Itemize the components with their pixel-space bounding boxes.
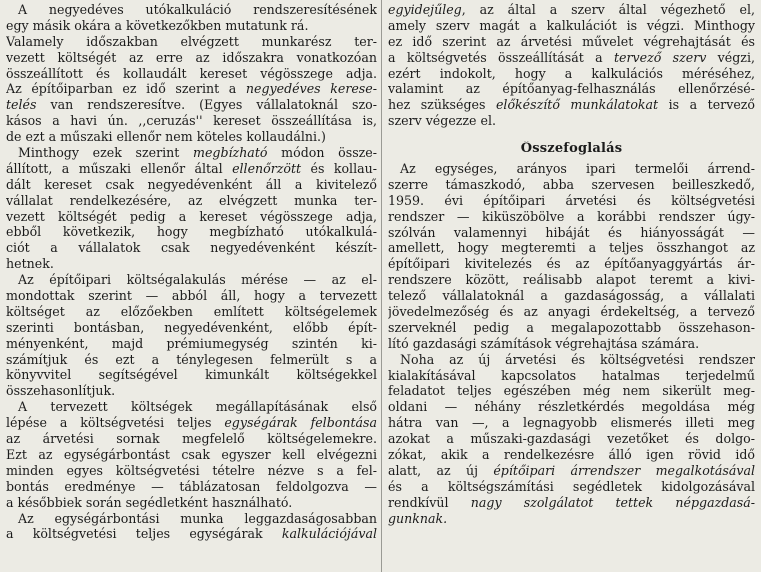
text-line <box>6 193 377 209</box>
italic-text: megbízható <box>193 145 268 161</box>
text-run: Ezt az egységárbontást csak egyszer kell elvégezni <box>6 446 377 462</box>
text-run: ebből következik, hogy megbízható utókalkulá- <box>6 224 377 240</box>
text-run: rendkívül <box>388 494 471 510</box>
text-run: kásos a havi ún. ,,ceruzás'' kereset összeállítása is, <box>6 113 377 129</box>
italic-text: nagy szolgálatot tettek népgazdasá- <box>470 494 755 510</box>
text-line <box>6 304 377 320</box>
text-run: de ezt a műszaki ellenőr nem köteles kollaudálni.) <box>6 129 326 145</box>
text-line <box>388 81 755 97</box>
text-run: Az építőiparban ez idő szerint a <box>6 81 246 97</box>
text-line <box>6 336 377 352</box>
text-run: az árvetési sornak megfelelő költségelemekre. <box>6 431 377 447</box>
italic-text: előkészítő munkálatokat <box>495 97 659 113</box>
text-run: szerinti bontásban, negyedévenként, előbb épít- <box>6 319 377 335</box>
text-line <box>6 50 377 66</box>
text-run: dált kereset csak negyedévenként áll a kivitelező <box>6 176 377 192</box>
text-run: és kollau- <box>301 160 377 176</box>
text-line <box>388 415 755 431</box>
text-run: ciót a vállalatok csak negyedévenként készít- <box>6 240 377 256</box>
text-run: Az építőipari költségalakulás mérése — az el- <box>18 272 377 288</box>
text-line <box>6 113 377 129</box>
text-run: számítjuk és ezt a ténylegesen felmerült s a <box>6 351 377 367</box>
text-line <box>388 463 755 479</box>
text-run: Az egységárbontási munka leggazdaságosabban <box>18 510 377 526</box>
section-heading: Összefoglalás <box>520 141 623 157</box>
text-line <box>6 256 377 272</box>
text-line <box>388 368 755 384</box>
text-run: építőipari kivitelezés és az építőanyaggyártás ár- <box>388 256 755 272</box>
text-line <box>388 66 755 82</box>
text-run: is a tervező <box>658 97 755 113</box>
text-run: alatt, az új <box>388 462 494 478</box>
text-line <box>6 383 377 399</box>
text-line <box>388 2 755 18</box>
text-run: és a költségszámítási segédletek kidolgozásával <box>388 478 755 494</box>
text-run: végzi, <box>706 49 755 65</box>
text-run: szerv végezze el. <box>388 113 496 129</box>
text-line <box>388 161 755 177</box>
text-run: mondottak szerint — abból áll, hogy a tervezett <box>6 288 377 304</box>
text-run: lító gazdasági számítások végrehajtása számára. <box>388 335 700 351</box>
text-run: vállalat rendelkezésére, az elvégzett munka ter- <box>6 192 377 208</box>
text-run: szólván valamennyi hibáját és hiányosságát — <box>388 224 755 240</box>
text-line <box>388 225 755 241</box>
text-line <box>388 50 755 66</box>
text-line <box>388 320 755 336</box>
text-run: hátra van —, a legnagyobb elismerés illeti meg <box>388 415 755 431</box>
text-run: amely szerv magát a kalkulációt is végzi. Minthogy <box>388 17 755 33</box>
text-run: rendszer — kiküszöbölve a korábbi rendszer úgy- <box>388 208 755 224</box>
italic-text: egységárak felbontása <box>224 415 377 431</box>
text-line <box>6 81 377 97</box>
text-line <box>388 209 755 225</box>
text-run: szerveknél pedig a megalapozottabb összehason- <box>388 319 755 335</box>
text-line <box>6 272 377 288</box>
text-line <box>6 479 377 495</box>
text-line <box>388 113 755 129</box>
text-line <box>6 431 377 447</box>
italic-text: kalkulációjával <box>281 526 377 542</box>
text-line <box>388 193 755 209</box>
text-run: minden egyes költségvetési tételre nézve s a fel- <box>6 462 377 478</box>
text-run: szerre támaszkodó, abba szervesen beilleszkedő, <box>388 176 755 192</box>
text-line <box>6 463 377 479</box>
text-line <box>388 431 755 447</box>
text-run: összeállított és kollaudált kereset végösszege adja. <box>6 65 377 81</box>
text-line <box>388 352 755 368</box>
column-divider <box>381 0 382 572</box>
right-column-top-paragraph <box>388 2 755 129</box>
text-run: bontás eredménye — táblázatosan feldolgozva — <box>6 478 377 494</box>
text-run: kialakításával kapcsolatos hatalmas terjedelmű <box>388 367 755 383</box>
text-line <box>388 240 755 256</box>
section-gap <box>388 129 755 141</box>
text-run: 1959. évi építőipari árvetési és költségvetési <box>388 192 755 208</box>
text-line <box>6 511 377 527</box>
text-line <box>388 495 755 511</box>
text-run: valamint az építőanyag-felhasználás ellenőrzésé- <box>388 81 755 97</box>
text-line <box>6 97 377 113</box>
text-line <box>388 272 755 288</box>
left-column <box>6 2 377 542</box>
text-line <box>6 352 377 368</box>
text-line <box>6 288 377 304</box>
text-line <box>6 161 377 177</box>
text-line <box>388 256 755 272</box>
text-run: A negyedéves utókalkuláció rendszeresítésének <box>18 2 377 17</box>
text-run: összehasonlítjuk. <box>6 383 116 399</box>
text-line <box>6 129 377 145</box>
right-column <box>388 2 755 527</box>
italic-text: negyedéves kerese- <box>245 81 377 97</box>
text-run: állított, a műszaki ellenőr által <box>6 160 233 176</box>
text-run: a későbbiek során segédletként használható. <box>6 494 293 510</box>
text-run: ezért indokolt, hogy a kalkulációs méréséhez, <box>388 65 755 81</box>
text-run: rendszere között, reálisabb alapot teremt a kivi- <box>388 272 755 288</box>
text-run: A tervezett költségek megállapításának első <box>18 399 377 415</box>
text-line <box>6 495 377 511</box>
text-line <box>6 2 377 18</box>
text-run: módon össze- <box>267 145 377 161</box>
italic-text: telés <box>6 97 37 113</box>
text-run: feladatot teljes egészében még nem sikerült meg- <box>388 383 755 399</box>
text-line <box>6 66 377 82</box>
text-run: ményenként, majd prémiumegység szintén ki- <box>6 335 377 351</box>
italic-text: egyidejűleg <box>388 2 462 17</box>
text-line <box>388 97 755 113</box>
text-run: Az egységes, arányos ipari termelői árrend- <box>400 161 755 177</box>
text-run: Minthogy ezek szerint <box>18 145 194 161</box>
text-line <box>6 34 377 50</box>
italic-text: gunknak. <box>388 510 448 526</box>
text-run: lépése a költségvetési teljes <box>6 415 225 431</box>
text-line <box>6 18 377 34</box>
text-line <box>388 288 755 304</box>
text-run: egy másik okára a következőkben mutatunk rá. <box>6 17 309 33</box>
text-run: telező vállalatoknál a gazdaságosság, a vállalati <box>388 288 755 304</box>
text-run: könyvvitel segítségével kimunkált költségekkel <box>6 367 377 383</box>
text-line <box>6 177 377 193</box>
right-column-summary <box>388 161 755 526</box>
text-line <box>6 240 377 256</box>
text-run: a költségvetési teljes egységárak <box>6 526 282 542</box>
text-line <box>388 399 755 415</box>
text-line <box>6 320 377 336</box>
text-line <box>388 304 755 320</box>
text-line <box>388 447 755 463</box>
text-run: amellett, hogy megteremti a teljes összhangot az <box>388 240 755 256</box>
text-line <box>6 415 377 431</box>
text-run: vezett költségét pedig a kereset végösszege adja, <box>6 208 377 224</box>
text-run: vezett költségét az erre az időszakra vonatkozóan <box>6 49 377 65</box>
text-line <box>6 145 377 161</box>
text-line <box>6 526 377 542</box>
text-run: hez szükséges <box>388 97 496 113</box>
text-run: a költségvetés összeállítását a <box>388 49 614 65</box>
text-run: hetnek. <box>6 256 54 272</box>
italic-text: ellenőrzött <box>232 160 302 176</box>
text-run: van rendszeresítve. (Egyes vállalatoknál szo- <box>36 97 377 113</box>
text-line <box>388 383 755 399</box>
italic-text: tervező szerv <box>614 49 707 65</box>
text-line <box>388 18 755 34</box>
text-line <box>388 511 755 527</box>
text-line <box>388 34 755 50</box>
text-line <box>6 224 377 240</box>
italic-text: építőipari árrendszer megalkotásával <box>493 462 755 478</box>
text-line <box>388 479 755 495</box>
text-line <box>6 367 377 383</box>
text-line <box>388 177 755 193</box>
text-run: azokat a műszaki-gazdasági vezetőket és dolgo- <box>388 431 755 447</box>
text-run: költséget az előzőekben említett költségelemek <box>6 303 377 319</box>
text-run: zókat, akik a rendelkezésre álló igen rövid idő <box>388 447 755 463</box>
text-run: jövedelmezőség és az anyagi érdekeltség, a tervező <box>388 304 755 320</box>
text-line <box>6 447 377 463</box>
text-run: , az által a szerv által végezhető el, <box>461 2 755 17</box>
text-line <box>6 209 377 225</box>
text-line <box>6 399 377 415</box>
text-run: Valamely időszakban elvégzett munkarész ter- <box>6 33 377 49</box>
text-run: ez idő szerint az árvetési művelet végrehajtását és <box>388 33 755 49</box>
text-line <box>388 336 755 352</box>
text-run: Noha az új árvetési és költségvetési rendszer <box>400 351 755 367</box>
text-run: oldani — néhány részletkérdés megoldása még <box>388 399 755 415</box>
